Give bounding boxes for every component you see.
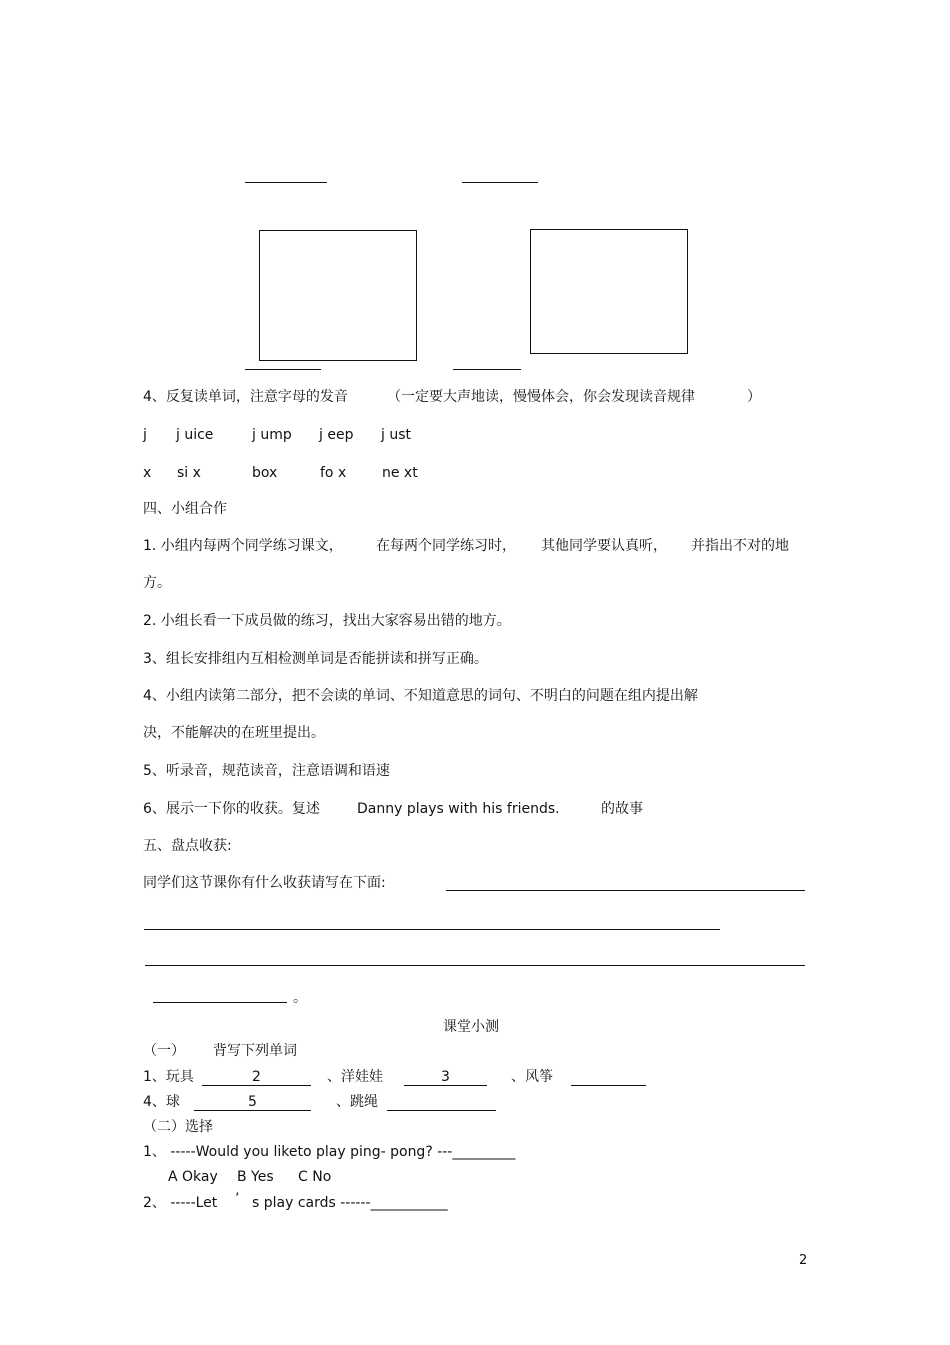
phonics-heading-note-close: ） [747,389,761,405]
phonics-word: j eep [319,427,354,443]
page-number: 2 [799,1253,808,1268]
answer-line-bottom-right[interactable] [453,369,521,370]
quiz-choice-1-option-b[interactable]: B Yes [237,1169,274,1185]
phonics-word: box [252,465,278,481]
quiz-q2-answer-field[interactable] [404,1070,487,1086]
quiz-q1-answer-field[interactable] [202,1070,311,1086]
quiz-q5-label: 、跳绳 [336,1094,378,1110]
quiz-q3-answer-line[interactable] [571,1085,646,1086]
quiz-part1-title: 背写下列单词 [213,1043,297,1059]
section-five-title: 五、盘点收获: [143,838,232,854]
writing-line-2[interactable] [144,929,720,930]
quiz-part1-label: （一） [143,1043,185,1059]
quiz-q2-label: 、洋娃娃 [327,1069,383,1085]
quiz-choice-2-question-a: 2、 -----Let [143,1195,218,1211]
phonics-letter-j: j [143,427,147,443]
answer-line-bottom-left[interactable] [245,369,321,370]
group-item-1a: 1. 小组内每两个同学练习课文， [143,538,343,554]
picture-box-left [259,230,417,361]
group-item-6a: 6、展示一下你的收获。复述 [143,801,320,817]
phonics-word: j ust [381,427,411,443]
quiz-q1-label: 1、玩具 [143,1069,194,1085]
quiz-q5-answer-line[interactable] [387,1110,496,1111]
harvest-prompt: 同学们这节课你有什么收获请写在下面: [143,875,386,891]
quiz-choice-1-question: 1、 -----Would you liketo play ping- pong? ---_________ [143,1144,516,1160]
quiz-q4-answer-field[interactable] [194,1095,311,1111]
group-item-3: 3、组长安排组内互相检测单词是否能拼读和拼写正确。 [143,651,488,667]
phonics-letter-x: x [143,465,152,481]
group-item-1d: 并指出不对的地 [691,538,789,554]
section-four-title: 四、小组合作 [143,501,227,517]
group-item-6-story-title: Danny plays with his friends. [357,801,560,817]
quiz-q4-label: 4、球 [143,1094,180,1110]
quiz-q4-answer: 5 [194,1095,311,1111]
quiz-title: 课堂小测 [443,1019,499,1035]
group-item-1e: 方。 [143,575,171,591]
writing-line-4[interactable] [153,1002,287,1003]
group-item-4b: 决，不能解决的在班里提出。 [143,725,325,741]
phonics-word: j uice [176,427,214,443]
answer-line-top-right[interactable] [462,182,538,183]
quiz-q2-answer: 3 [404,1070,487,1086]
group-item-1b: 在每两个同学练习时， [376,538,516,554]
quiz-choice-2-apostrophe: ’ [235,1191,240,1207]
picture-box-right [530,229,688,354]
quiz-choice-2-question-b: s play cards ------___________ [252,1195,448,1211]
group-item-5: 5、听录音，规范读音，注意语调和语速 [143,763,390,779]
group-item-2: 2. 小组长看一下成员做的练习，找出大家容易出错的地方。 [143,613,511,629]
quiz-choice-1-option-a[interactable]: A Okay [168,1169,218,1185]
writing-line-3[interactable] [145,965,805,966]
phonics-heading: 4、反复读单词，注意字母的发音 [143,389,348,405]
phonics-word: ne xt [382,465,418,481]
quiz-part2-title: （二）选择 [143,1119,213,1135]
harvest-end-mark: 。 [293,990,307,1006]
writing-line-1[interactable] [446,890,805,891]
group-item-1c: 其他同学要认真听， [541,538,667,554]
group-item-4a: 4、小组内读第二部分，把不会读的单词、不知道意思的词句、不明白的问题在组内提出解 [143,688,698,704]
phonics-word: fo x [320,465,347,481]
quiz-choice-1-option-c[interactable]: C No [298,1169,332,1185]
group-item-6c: 的故事 [601,801,643,817]
quiz-q1-answer: 2 [202,1070,311,1086]
phonics-heading-note: （一定要大声地读，慢慢体会，你会发现读音规律 [387,389,695,405]
answer-line-top-left[interactable] [245,182,327,183]
phonics-word: si x [177,465,201,481]
phonics-word: j ump [252,427,292,443]
quiz-q3-label: 、风筝 [511,1069,553,1085]
